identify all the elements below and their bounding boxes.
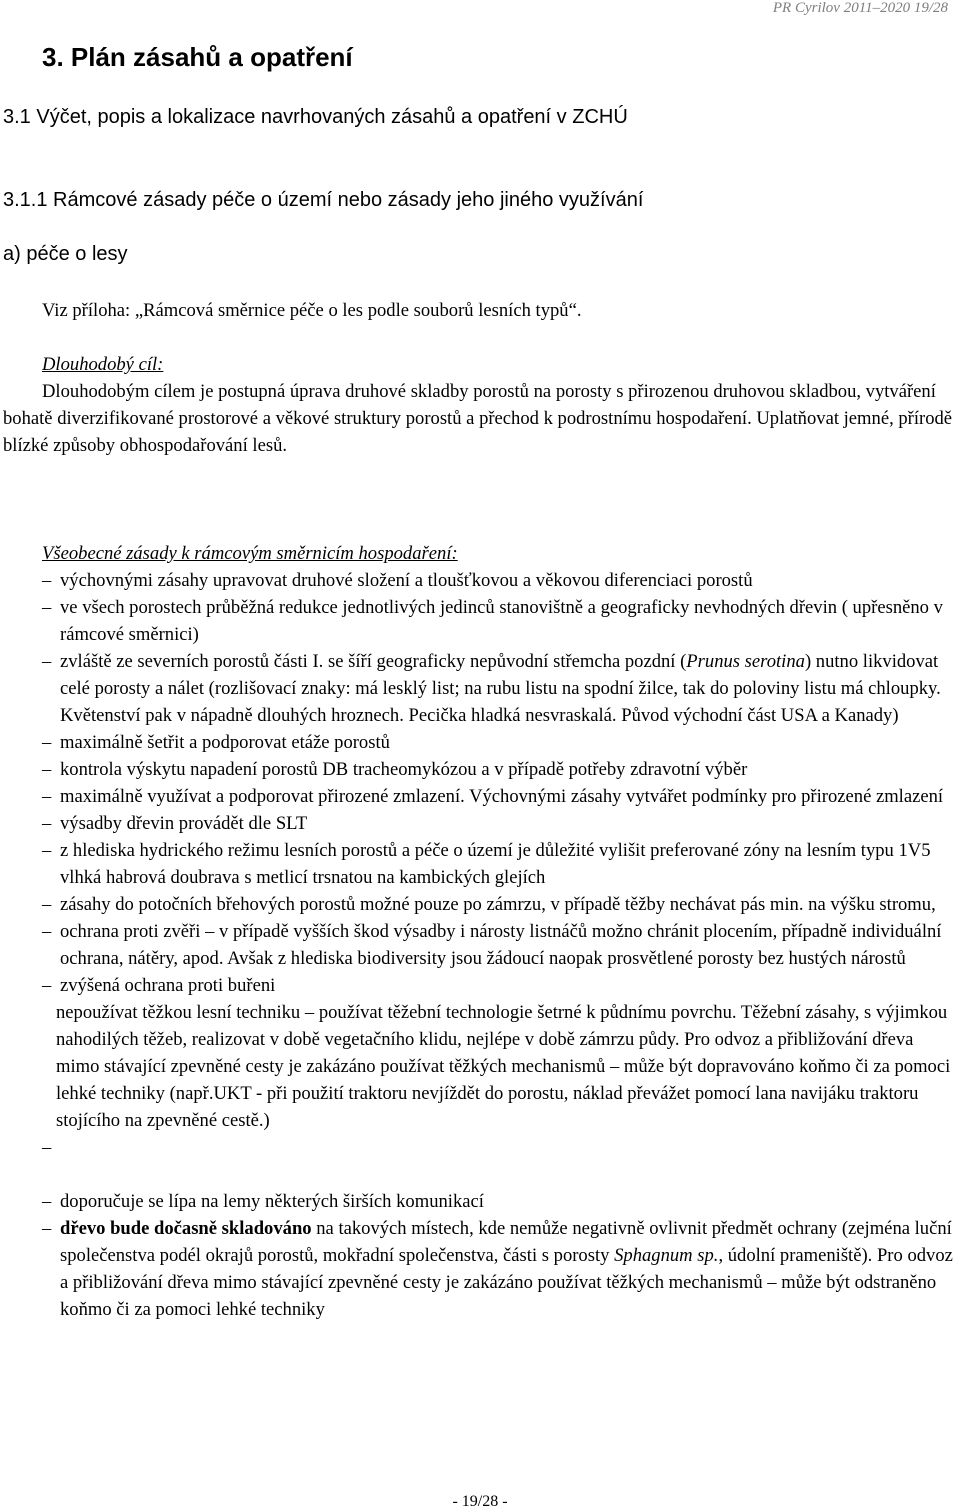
chapter-title: 3. Plán zásahů a opatření	[42, 42, 353, 72]
list-item-text: ochrana proti zvěři – v případě vyšších škod výsadby i nárosty listnáčů možno chránit plocením, případně individuální ochrana, nátěry, apod. Avšak z hlediska biodiversity jsou žádoucí naopak prosvětlené porosty bez hustých nárostů	[60, 921, 942, 969]
text-run: , údolní prameniště). Pro odvoz a přibližování dřeva mimo stávající zpevněné cesty je zakázáno používat těžkých mechanismů – může být odstraněno koňmo či za pomoci lehké techniky	[60, 1245, 953, 1320]
bold-run: dřevo bude dočasně skladováno	[60, 1218, 312, 1239]
dash-bullet: –	[42, 570, 52, 591]
list-item-text: kontrola výskytu napadení porostů DB tracheomykózou a v případě potřeby zdravotní výběr	[60, 759, 748, 780]
dash-bullet: –	[42, 732, 52, 753]
list-item-text: výsadby dřevin provádět dle SLT	[60, 813, 308, 834]
dash-bullet: –	[42, 894, 52, 915]
list-item-text: výchovnými zásahy upravovat druhové složení a tloušťkovou a věkovou diferenciaci porostů	[60, 570, 753, 591]
subsection-heading: 3.1.1 Rámcové zásady péče o území nebo zásady jeho jiného využívání	[3, 189, 644, 211]
text-run: zvláště ze severních porostů části I. se šíří geograficky nepůvodní střemcha pozdní (	[60, 651, 687, 672]
list-item	[42, 1188, 960, 1215]
list-item-empty	[42, 1134, 960, 1161]
list-item-text: zvýšená ochrana proti buřeni	[60, 975, 276, 996]
section-heading: 3.1 Výčet, popis a lokalizace navrhovaných zásahů a opatření v ZCHÚ	[3, 106, 628, 128]
list-item-text: zásahy do potočních břehových porostů možné pouze po zámrzu, v případě těžby nechávat pás min. na výšku stromu,	[60, 894, 936, 915]
list-item-text	[56, 648, 960, 729]
page-number: - 19/28 -	[452, 1493, 508, 1510]
subsubsection-heading: a) péče o lesy	[3, 243, 128, 265]
species-name: Sphagnum sp.	[614, 1245, 719, 1266]
list-item	[42, 810, 960, 837]
list-item-text: maximálně využívat a podporovat přirozené zmlazení. Výchovnými zásahy vytvářet podmínky pro přirozené zmlazení	[60, 786, 944, 807]
list-item	[42, 972, 960, 999]
list-item	[42, 918, 960, 972]
dash-bullet: –	[42, 975, 52, 996]
running-header: PR Cyrilov 2011–2020 19/28	[772, 0, 948, 16]
list-item	[42, 1215, 960, 1323]
list-item-text: doporučuje se lípa na lemy některých širších komunikací	[60, 1191, 484, 1212]
goal-text: Dlouhodobým cílem je postupná úprava druhové skladby porostů na porosty s přirozenou druhovou skladbou, vytváření bohatě diverzifikované prostorové a věkové struktury porostů a přechod k podrostnímu hospodaření. Uplatňovat jemné, přírodě blízké způsoby obhospodařování lesů.	[3, 381, 953, 456]
list-item	[42, 756, 960, 783]
list-item	[42, 648, 960, 729]
dash-bullet: –	[42, 1191, 52, 1212]
list-item	[42, 783, 960, 810]
list-item-text: ve všech porostech průběžná redukce jednotlivých jedinců stanovištně a geograficky nevhodných dřevin ( upřesněno v rámcové směrnici)	[60, 597, 943, 645]
list-item	[42, 891, 960, 918]
species-name: Prunus serotina	[686, 651, 805, 672]
list-item	[42, 729, 960, 756]
list-item	[42, 594, 960, 648]
principles-list	[42, 567, 960, 1323]
goal-paragraph	[3, 378, 953, 459]
dash-bullet: –	[42, 597, 52, 618]
list-item	[42, 567, 960, 594]
appendix-reference: Viz příloha: „Rámcová směrnice péče o les podle souborů lesních typů“.	[42, 300, 582, 321]
text-run: na takových místech, kde nemůže negativně ovlivnit předmět ochrany (zejména luční společenstva podél okrajů porostů, mokřadní společenstva, části s porosty	[60, 1218, 952, 1266]
dash-bullet: –	[42, 651, 52, 672]
list-item-text: maximálně šetřit a podporovat etáže porostů	[60, 732, 390, 753]
list-item	[42, 837, 960, 891]
machinery-paragraph: nepoužívat těžkou lesní techniku – používat těžební technologie šetrné k půdnímu povrchu. Těžební zásahy, s výjimkou nahodilých těžeb, realizovat v době vegetačního klidu, nejlépe v době zámrzu půdy. Pro odvoz a přibližování dřeva mimo stávající zpevněné cesty je zakázáno používat těžkých mechanismů – může být dopravováno koňmo či za pomoci lehké techniky (např.UKT - při použití traktoru nevjíždět do porostu, náklad převážet pomocí lana navijáku traktoru stojícího na zpevněné cestě.)	[56, 1002, 951, 1131]
dash-bullet: –	[42, 786, 52, 807]
list-item-text: z hlediska hydrického režimu lesních porostů a péče o území je důležité vylišit preferované zóny na lesním typu 1V5 vlhká habrová doubrava s metlicí trsnatou na kambických glejích	[60, 840, 931, 888]
dash-bullet: –	[42, 921, 52, 942]
spacer	[42, 1161, 960, 1188]
dash-bullet: –	[42, 1218, 52, 1239]
dash-bullet: –	[42, 759, 52, 780]
general-principles-title: Všeobecné zásady k rámcovým směrnicím hospodaření:	[42, 543, 458, 564]
goal-title: Dlouhodobý cíl:	[42, 354, 164, 375]
list-item-text	[56, 1215, 960, 1323]
dash-bullet: –	[42, 1137, 52, 1158]
text-run: ) nutno likvidovat celé porosty a nálet (rozlišovací znaky: má lesklý list; na rubu listu na spodní žilce, tak do poloviny listu má chloupky. Květenství pak v nápadně dlouhých hroznech. Pecička hladká nesvraskalá. Původ východní část USA a Kanady)	[60, 651, 941, 726]
list-item-text	[56, 1134, 960, 1161]
dash-bullet: –	[42, 813, 52, 834]
dash-bullet: –	[42, 840, 52, 861]
